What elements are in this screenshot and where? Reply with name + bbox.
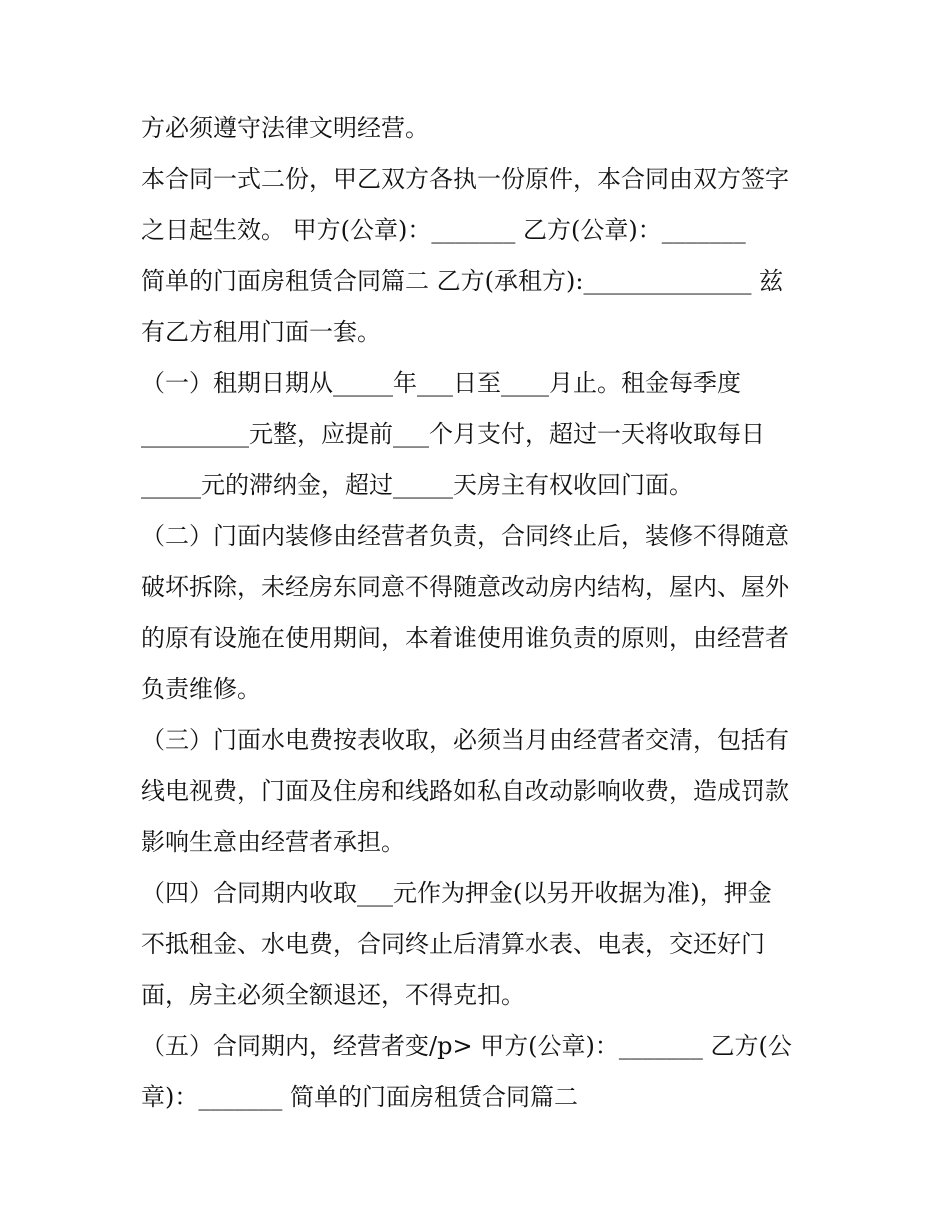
text-line-16: （四）合同期内收取___元作为押金(以另开收据为准)，押金 bbox=[141, 879, 772, 907]
text-line-7: _________元整，应提前___个月支付，超过一天将收取每日 bbox=[141, 420, 765, 448]
text-line-19: （五）合同期内，经营者变/p> 甲方(公章)：_______ 乙方(公 bbox=[141, 1032, 792, 1060]
document-body bbox=[141, 108, 821, 1128]
text-line-2: 本合同一式二份，甲乙双方各执一份原件，本合同由双方签字 bbox=[141, 165, 789, 193]
text-line-15: 影响生意由经营者承担。 bbox=[141, 828, 405, 856]
text-line-14: 线电视费，门面及住房和线路如私自改动影响收费，造成罚款 bbox=[141, 777, 789, 805]
text-line-13: （三）门面水电费按表收取，必须当月由经营者交清，包括有 bbox=[141, 726, 789, 754]
text-line-4: 简单的门面房租赁合同篇二 乙方(承租方):______________ 兹 bbox=[141, 267, 784, 295]
text-line-17: 不抵租金、水电费，合同终止后清算水表、电表，交还好门 bbox=[141, 930, 765, 958]
text-line-1: 方必须遵守法律文明经营。 bbox=[141, 114, 429, 142]
text-line-9: （二）门面内装修由经营者负责，合同终止后，装修不得随意 bbox=[141, 522, 789, 550]
text-line-5: 有乙方租用门面一套。 bbox=[141, 318, 381, 346]
text-line-3: 之日起生效。 甲方(公章)：_______ 乙方(公章)：_______ bbox=[141, 216, 746, 244]
text-line-11: 的原有设施在使用期间，本着谁使用谁负责的原则，由经营者 bbox=[141, 624, 789, 652]
text-line-6: （一）租期日期从_____年___日至____月止。租金每季度 bbox=[141, 369, 741, 397]
text-line-8: _____元的滞纳金，超过_____天房主有权收回门面。 bbox=[141, 471, 693, 499]
text-line-10: 破坏拆除，未经房东同意不得随意改动房内结构，屋内、屋外 bbox=[141, 573, 789, 601]
text-line-18: 面，房主必须全额退还，不得克扣。 bbox=[141, 981, 525, 1009]
text-line-20: 章)：_______ 简单的门面房租赁合同篇二 bbox=[141, 1083, 578, 1111]
text-line-12: 负责维修。 bbox=[141, 675, 261, 703]
